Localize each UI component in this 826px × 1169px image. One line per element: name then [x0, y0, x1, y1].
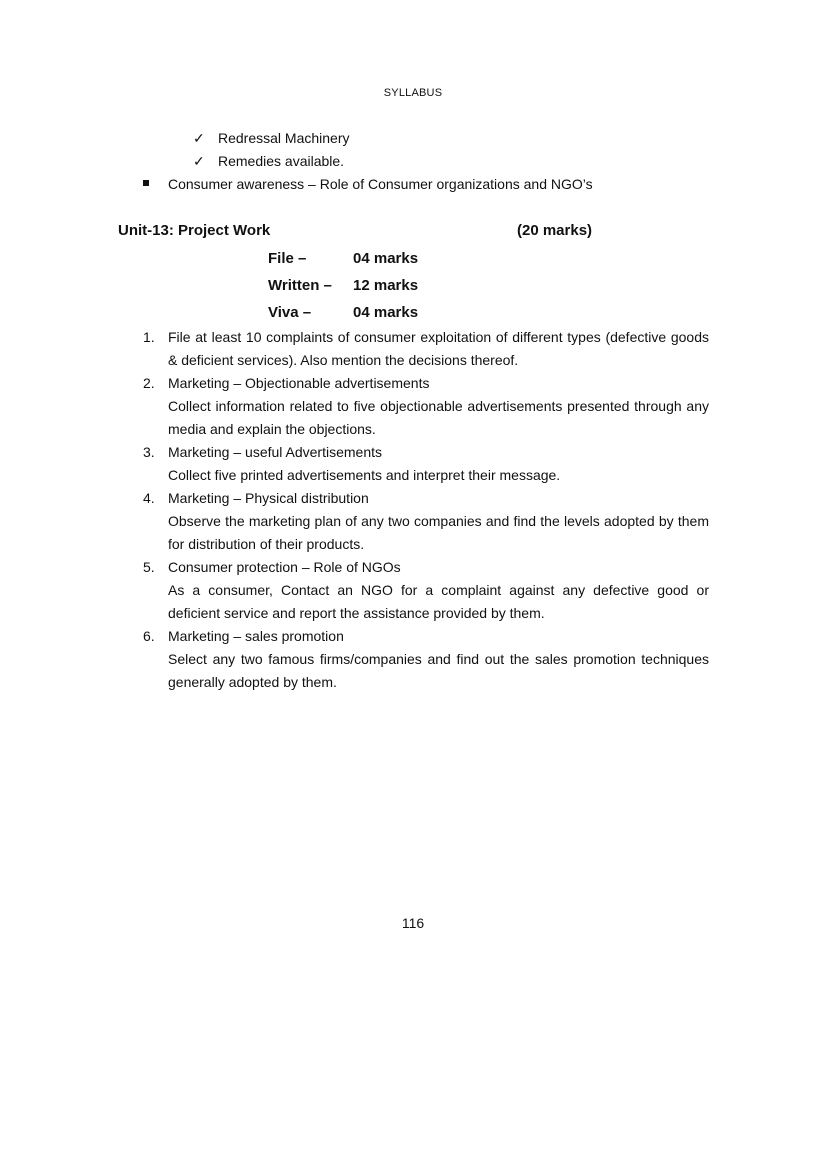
checkmark-icon: ✓ [193, 153, 205, 169]
marks-row-label: Written – [268, 277, 332, 294]
page-number: 116 [401, 915, 425, 931]
bullet-item-text: Consumer awareness – Role of Consumer organizations and NGO’s [168, 176, 593, 192]
list-item [143, 326, 709, 372]
page-header: SYLLABUS [383, 87, 443, 99]
check-list-item [193, 128, 350, 148]
list-item-number: 4. [143, 490, 155, 506]
list-item [143, 556, 709, 625]
unit-title: Unit-13: Project Work [118, 222, 271, 239]
list-item [143, 487, 709, 556]
list-item-description: Collect five printed advertisements and interpret their message. [168, 467, 561, 483]
list-item [143, 625, 709, 694]
marks-row [268, 276, 418, 296]
check-list-item-text: Redressal Machinery [218, 130, 350, 146]
marks-row-value: 04 marks [353, 250, 419, 267]
list-item-heading: Marketing – useful Advertisements [168, 444, 382, 460]
bullet-item [143, 174, 593, 194]
marks-row [268, 249, 418, 269]
square-bullet-icon [143, 180, 149, 186]
list-item-description: Observe the marketing plan of any two companies and find the levels adopted by them for distribution of their products. [168, 513, 709, 552]
list-item-number: 1. [143, 329, 155, 345]
marks-row-label: File – [268, 250, 307, 267]
project-list [143, 326, 709, 694]
check-list-item [193, 151, 344, 171]
list-item [143, 441, 709, 487]
list-item-description: Collect information related to five objectionable advertisements presented through any media and explain the objections. [168, 398, 709, 437]
list-item-number: 5. [143, 559, 155, 575]
marks-row [268, 303, 418, 323]
list-item-description: As a consumer, Contact an NGO for a complaint against any defective good or deficient service and report the assistance provided by them. [168, 582, 709, 621]
check-list-item-text: Remedies available. [218, 153, 345, 169]
list-item-heading: Marketing – Objectionable advertisements [168, 375, 430, 391]
list-item-number: 6. [143, 628, 155, 644]
unit-total-marks: (20 marks) [517, 222, 593, 239]
marks-row-value: 04 marks [353, 304, 419, 321]
list-item-heading: Marketing – Physical distribution [168, 490, 369, 506]
marks-row-value: 12 marks [353, 277, 419, 294]
list-item-heading: Consumer protection – Role of NGOs [168, 559, 401, 575]
list-item-description: File at least 10 complaints of consumer exploitation of different types (defective goods & deficient services). Also mention the decisions thereof. [168, 329, 709, 368]
list-item-heading: Marketing – sales promotion [168, 628, 344, 644]
list-item [143, 372, 709, 441]
list-item-number: 2. [143, 375, 155, 391]
marks-row-label: Viva – [268, 304, 312, 321]
list-item-number: 3. [143, 444, 155, 460]
list-item-description: Select any two famous firms/companies and find out the sales promotion techniques generally adopted by them. [168, 651, 709, 690]
checkmark-icon: ✓ [193, 130, 205, 146]
